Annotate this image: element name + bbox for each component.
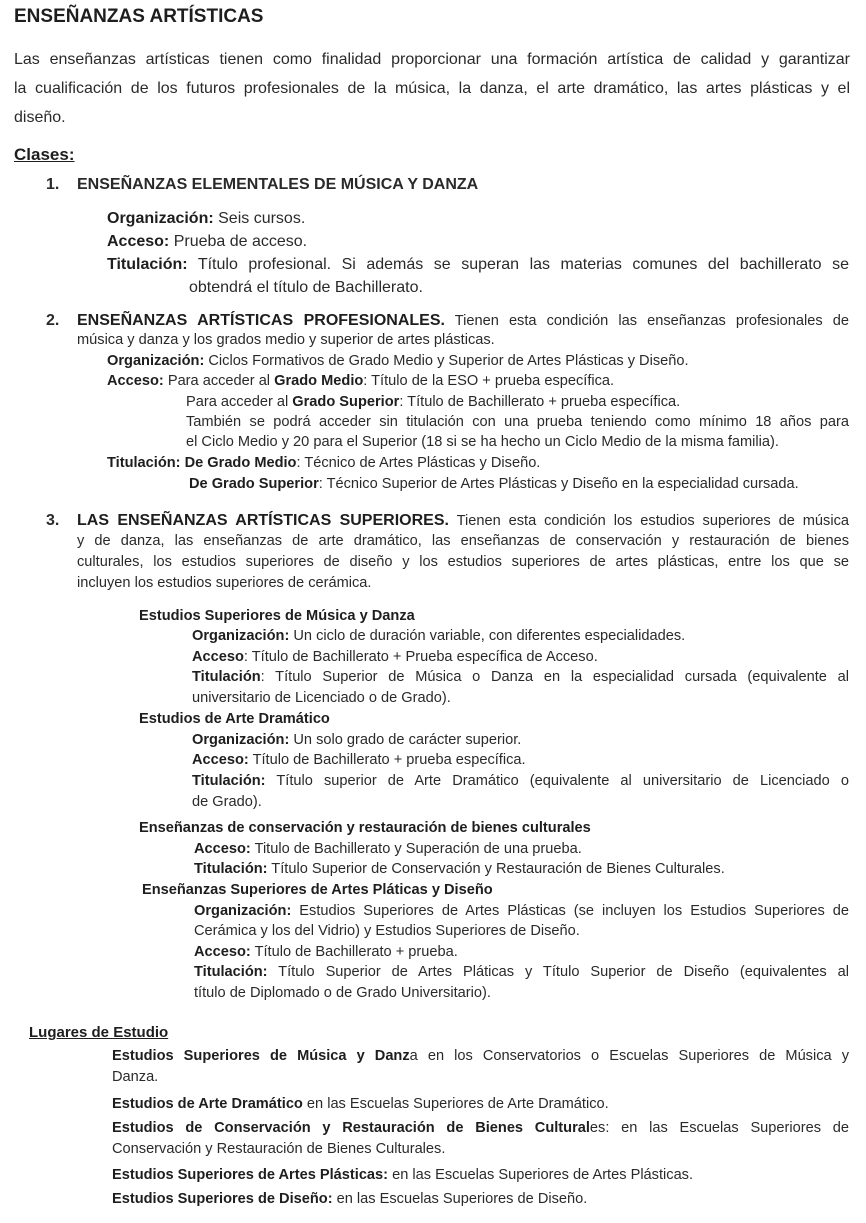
s3-conservacion-acceso-value: Titulo de Bachillerato y Superación de una prueba. <box>250 841 582 857</box>
lugares-item-3-line-2: Conservación y Restauración de Bienes Culturales. <box>112 1141 446 1157</box>
s1-organizacion <box>107 210 305 228</box>
s3-plasticas-organizacion-line-2: Cerámica y los del Vidrio) y Estudios Superiores de Diseño. <box>194 923 580 939</box>
lugares-item-1-rest: a en los Conservatorios o Escuelas Superiores de Música y <box>409 1048 849 1064</box>
s2-acceso <box>107 373 614 389</box>
s3-plasticas-organizacion <box>194 903 849 919</box>
s1-acceso-value: Prueba de acceso. <box>169 233 308 250</box>
s3-plasticas-titulacion-value: Título Superior de Artes Pláticas y Título Superior de Diseño (equivalentes al <box>267 964 849 980</box>
s3-dramatico-heading-text: Estudios de Arte Dramático <box>139 711 330 727</box>
section-2-number: 2. <box>46 312 60 329</box>
s1-titulacion-line-2: obtendrá el título de Bachillerato. <box>189 279 423 296</box>
label-titulacion: Titulación: <box>107 455 181 471</box>
label-acceso: Acceso: <box>107 233 170 250</box>
lugares-item-2-rest: en las Escuelas Superiores de Arte Dramático. <box>302 1096 609 1112</box>
lugares-item-5-rest: en las Escuelas Superiores de Diseño. <box>332 1191 588 1207</box>
s3-plasticas-heading <box>142 882 493 898</box>
lugares-item-3 <box>112 1120 849 1136</box>
s3-line-4: incluyen los estudios superiores de cerámica. <box>77 575 372 591</box>
s3-musica-titulacion-value: : Título Superior de Música o Danza en la especialidad cursada (equivalente al <box>260 669 849 685</box>
page-title: ENSEÑANZAS ARTÍSTICAS <box>14 6 264 27</box>
s3-musica-titulacion-line-2: universitario de Licenciado o de Grado). <box>192 690 451 706</box>
s2-heading-line <box>77 312 849 330</box>
s2-titulacion-medio <box>107 455 540 471</box>
s2-tit-medio: : Técnico de Artes Plásticas y Diseño. <box>296 455 541 471</box>
s3-conservacion-titulacion-value: Título Superior de Conservación y Restauración de Bienes Culturales. <box>267 861 725 877</box>
label-de-grado-superior: De Grado Superior <box>189 476 319 492</box>
s3-musica-organizacion-value: Un ciclo de duración variable, con diferentes especialidades. <box>289 628 686 644</box>
intro-line-2: la cualificación de los futuros profesionales de la música, la danza, el arte dramático, las artes plásticas y el <box>14 80 850 97</box>
label-titulacion: Titulación: <box>107 256 188 273</box>
s3-dramatico-titulacion <box>192 773 849 789</box>
s3-musica-acceso-value: : Título de Bachillerato + Prueba específica de Acceso. <box>243 649 598 665</box>
lugares-item-1-line-2: Danza. <box>112 1069 159 1085</box>
lugares-item-5-bold: Estudios Superiores de Diseño: <box>112 1191 333 1207</box>
section-1-number: 1. <box>46 176 60 193</box>
s3-musica-heading-text: Estudios Superiores de Música y Danza <box>139 608 415 624</box>
label-de-grado-medio: De Grado Medio <box>184 455 297 471</box>
s2-acceso-2 <box>186 394 680 410</box>
s2-heading-rest: Tienen esta condición las enseñanzas profesionales de <box>444 313 850 329</box>
s3-conservacion-heading-text: Enseñanzas de conservación y restauración de bienes culturales <box>139 820 591 836</box>
s3-plasticas-titulacion <box>194 964 849 980</box>
s3-musica-heading <box>139 608 415 624</box>
label-organizacion: Organización: <box>107 353 205 369</box>
s3-dramatico-organizacion-value: Un solo grado de carácter superior. <box>289 732 522 748</box>
s3-plasticas-organizacion-value: Estudios Superiores de Artes Plásticas (se incluyen los Estudios Superiores de <box>291 903 849 919</box>
s3-dramatico-acceso <box>192 752 526 768</box>
s3-heading-line <box>77 512 849 530</box>
label-titulacion: Titulación: <box>194 964 268 980</box>
label-organizacion: Organización: <box>192 628 290 644</box>
s3-conservacion-heading <box>139 820 591 836</box>
label-grado-superior: Grado Superior <box>292 394 400 410</box>
lugares-item-3-bold: Estudios de Conservación y Restauración de Bienes Cultural <box>112 1120 590 1136</box>
intro-line-1: Las enseñanzas artísticas tienen como finalidad proporcionar una formación artística de calidad y garantizar <box>14 51 850 68</box>
s1-titulacion <box>107 256 849 274</box>
s3-line-3: culturales, los estudios superiores de diseño y los estudios superiores de artes plásticas, entre los que se <box>77 554 849 570</box>
s2-acceso-pre: Para acceder al <box>163 373 275 389</box>
s2-titulacion-superior <box>189 476 799 492</box>
lugares-item-4-rest: en las Escuelas Superiores de Artes Plásticas. <box>388 1167 694 1183</box>
s3-dramatico-titulacion-value: Título superior de Arte Dramático (equivalente al universitario de Licenciado o <box>265 773 849 789</box>
label-acceso: Acceso: <box>107 373 164 389</box>
lugares-item-4 <box>112 1167 693 1183</box>
intro-line-3: diseño. <box>14 109 66 126</box>
label-organizacion: Organización: <box>194 903 292 919</box>
lugares-item-3-rest: es: en las Escuelas Superiores de <box>589 1120 849 1136</box>
s2-acceso2-pre: Para acceder al <box>186 394 293 410</box>
label-titulacion: Titulación <box>192 669 261 685</box>
s3-musica-acceso <box>192 649 598 665</box>
label-acceso: Acceso: <box>192 752 249 768</box>
section-3-heading: LAS ENSEÑANZAS ARTÍSTICAS SUPERIORES. <box>77 512 449 529</box>
s2-acceso-3-line-2: el Ciclo Medio y 20 para el Superior (18 si se ha hecho un Ciclo Medio de la misma familia). <box>186 434 779 450</box>
label-titulacion: Titulación: <box>192 773 266 789</box>
s3-dramatico-heading <box>139 711 330 727</box>
label-organizacion: Organización: <box>107 210 214 227</box>
section-2-heading: ENSEÑANZAS ARTÍSTICAS PROFESIONALES. <box>77 312 445 329</box>
lugares-item-1-bold: Estudios Superiores de Música y Danz <box>112 1048 410 1064</box>
s3-dramatico-organizacion <box>192 732 521 748</box>
s3-conservacion-titulacion <box>194 861 725 877</box>
lugares-item-2 <box>112 1096 609 1112</box>
s2-line-2: música y danza y los grados medio y superior de artes plásticas. <box>77 332 495 348</box>
section-1-heading: ENSEÑANZAS ELEMENTALES DE MÚSICA Y DANZA <box>77 176 479 193</box>
s3-musica-organizacion <box>192 628 685 644</box>
s3-musica-titulacion <box>192 669 849 685</box>
label-acceso: Acceso: <box>194 944 251 960</box>
s1-acceso <box>107 233 307 251</box>
s3-plasticas-heading-text: Enseñanzas Superiores de Artes Pláticas y Diseño <box>142 882 493 898</box>
s1-titulacion-value: Título profesional. Si además se superan las materias comunes del bachillerato se <box>187 256 849 273</box>
s2-organizacion <box>107 353 689 369</box>
s3-plasticas-acceso <box>194 944 458 960</box>
clases-heading: Clases: <box>14 145 75 164</box>
label-acceso: Acceso <box>192 649 244 665</box>
s3-heading-rest: Tienen esta condición los estudios superiores de música <box>448 513 850 529</box>
lugares-item-4-bold: Estudios Superiores de Artes Plásticas: <box>112 1167 389 1183</box>
section-3-number: 3. <box>46 512 60 529</box>
lugares-item-2-bold: Estudios de Arte Dramático <box>112 1096 303 1112</box>
lugares-item-5 <box>112 1191 587 1207</box>
s3-plasticas-titulacion-line-2: título de Diplomado o de Grado Universitario). <box>194 985 491 1001</box>
s3-conservacion-acceso <box>194 841 582 857</box>
s2-acceso-superior: : Título de Bachillerato + prueba específica. <box>399 394 681 410</box>
lugares-heading: Lugares de Estudio <box>29 1024 169 1041</box>
s2-acceso-3-line-1: También se podrá acceder sin titulación con una prueba teniendo como mínimo 18 años para <box>186 414 849 430</box>
s3-dramatico-acceso-value: Título de Bachillerato + prueba específica. <box>248 752 526 768</box>
label-acceso: Acceso: <box>194 841 251 857</box>
s3-dramatico-titulacion-line-2: de Grado). <box>192 794 262 810</box>
label-titulacion: Titulación: <box>194 861 268 877</box>
label-organizacion: Organización: <box>192 732 290 748</box>
s1-organizacion-value: Seis cursos. <box>213 210 306 227</box>
s2-tit-superior: : Técnico Superior de Artes Plásticas y Diseño en la especialidad cursada. <box>318 476 799 492</box>
s3-plasticas-acceso-value: Título de Bachillerato + prueba. <box>250 944 458 960</box>
s2-organizacion-value: Ciclos Formativos de Grado Medio y Superior de Artes Plásticas y Diseño. <box>204 353 689 369</box>
s3-line-2: y de danza, las enseñanzas de arte dramático, las enseñanzas de conservación y restauración de bienes <box>77 533 849 549</box>
s2-acceso-medio: : Título de la ESO + prueba específica. <box>363 373 615 389</box>
lugares-item-1 <box>112 1048 849 1064</box>
label-grado-medio: Grado Medio <box>274 373 364 389</box>
